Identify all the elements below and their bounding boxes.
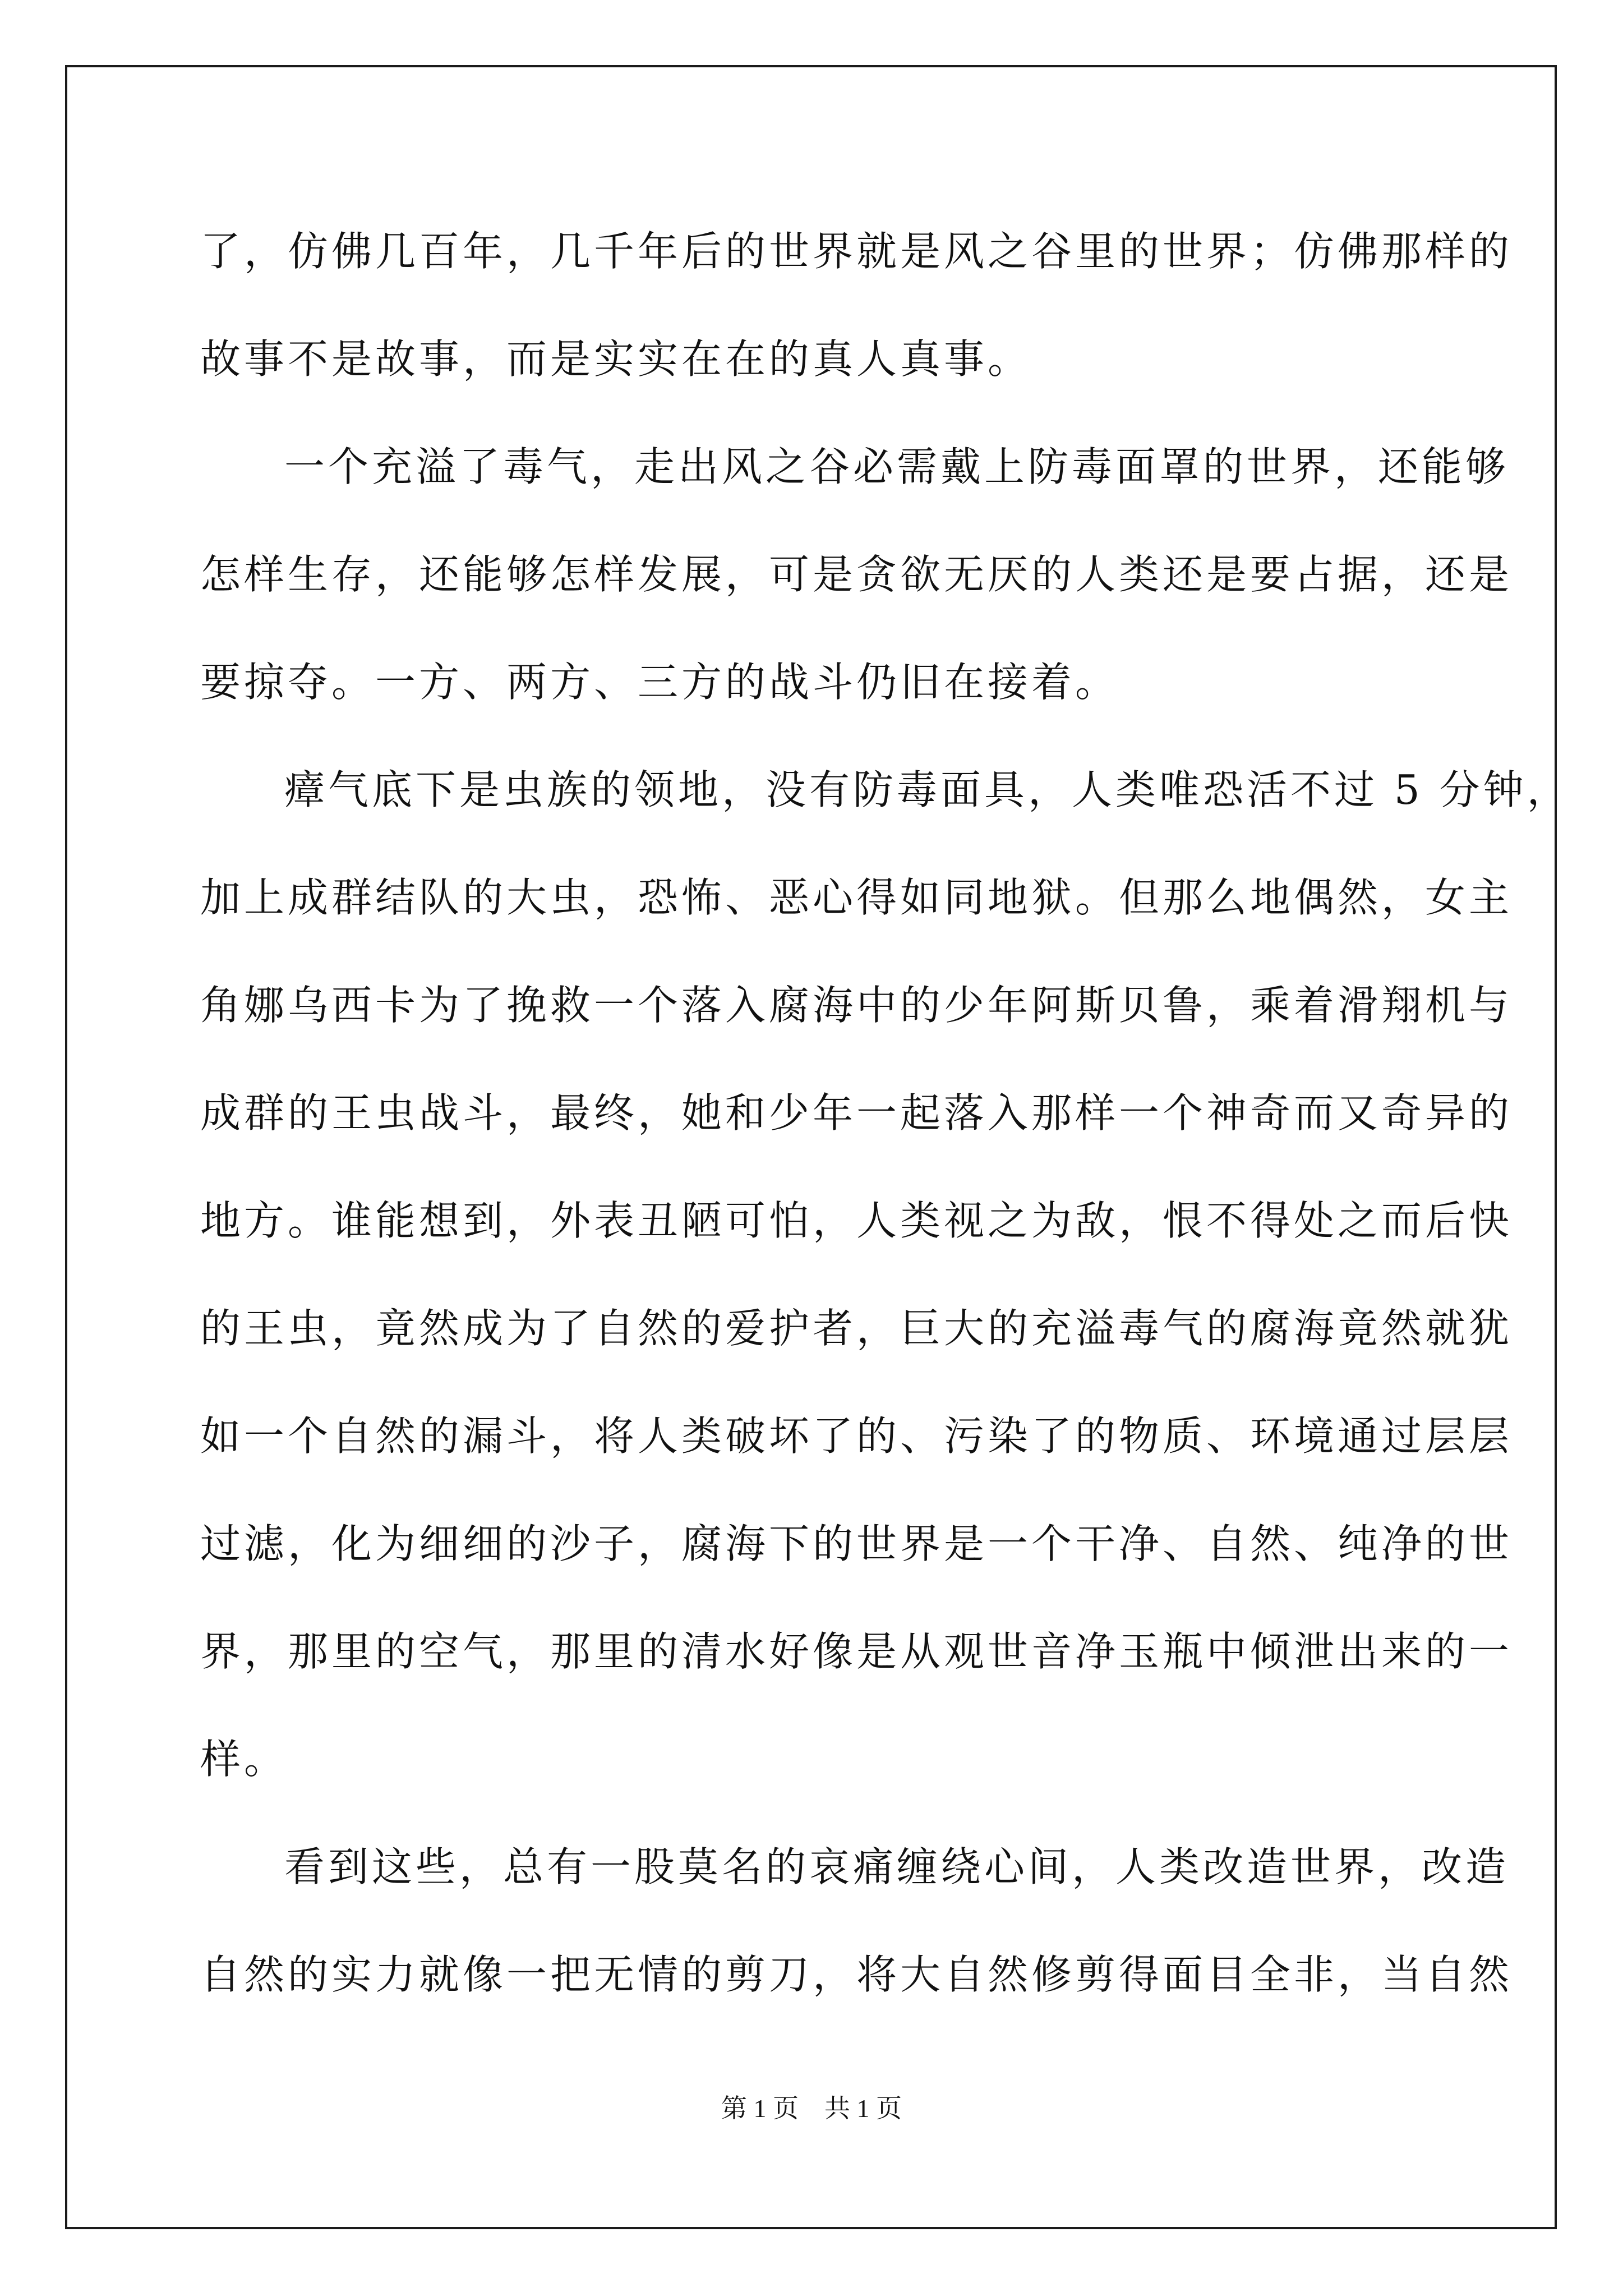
text-line: 瘴气底下是虫族的领地，没有防毒面具，人类唯恐活不过 5 分钟，: [284, 766, 1571, 813]
text-line: 怎样生存，还能够怎样发展，可是贪欲无厌的人类还是要占据，还是: [200, 551, 1513, 598]
text-line: 角娜乌西卡为了挽救一个落入腐海中的少年阿斯贝鲁，乘着滑翔机与: [200, 982, 1513, 1029]
text-line: 加上成群结队的大虫，恐怖、恶心得如同地狱。但那么地偶然，女主: [200, 874, 1513, 921]
text-line: 过滤，化为细细的沙子，腐海下的世界是一个干净、自然、纯净的世: [200, 1520, 1513, 1567]
text-line: 故事不是故事，而是实实在在的真人真事。: [200, 335, 1032, 383]
page-number-footer: 第 1 页 共 1 页: [721, 2094, 902, 2123]
text-line: 要掠夺。一方、两方、三方的战斗仍旧在接着。: [200, 659, 1119, 706]
text-line: 成群的王虫战斗，最终，她和少年一起落入那样一个神奇而又奇异的: [200, 1089, 1513, 1137]
text-line: 地方。谁能想到，外表丑陋可怕，人类视之为敌，恨不得处之而后快: [200, 1197, 1513, 1244]
text-line: 的王虫，竟然成为了自然的爱护者，巨大的充溢毒气的腐海竟然就犹: [200, 1305, 1513, 1352]
text-line: 自然的实力就像一把无情的剪刀，将大自然修剪得面目全非，当自然: [200, 1951, 1513, 1998]
document-body: [200, 197, 1571, 2028]
text-line: 了，仿佛几百年，几千年后的世界就是风之谷里的世界；仿佛那样的: [200, 228, 1513, 275]
text-line: 界，那里的空气，那里的清水好像是从观世音净玉瓶中倾泄出来的一: [200, 1628, 1513, 1675]
text-line: 如一个自然的漏斗，将人类破坏了的、污染了的物质、环境通过层层: [200, 1412, 1513, 1460]
text-line: 看到这些，总有一股莫名的哀痛缠绕心间，人类改造世界，改造: [284, 1843, 1510, 1890]
text-line: 一个充溢了毒气，走出风之谷必需戴上防毒面罩的世界，还能够: [284, 443, 1510, 490]
text-line: 样。: [200, 1736, 288, 1783]
